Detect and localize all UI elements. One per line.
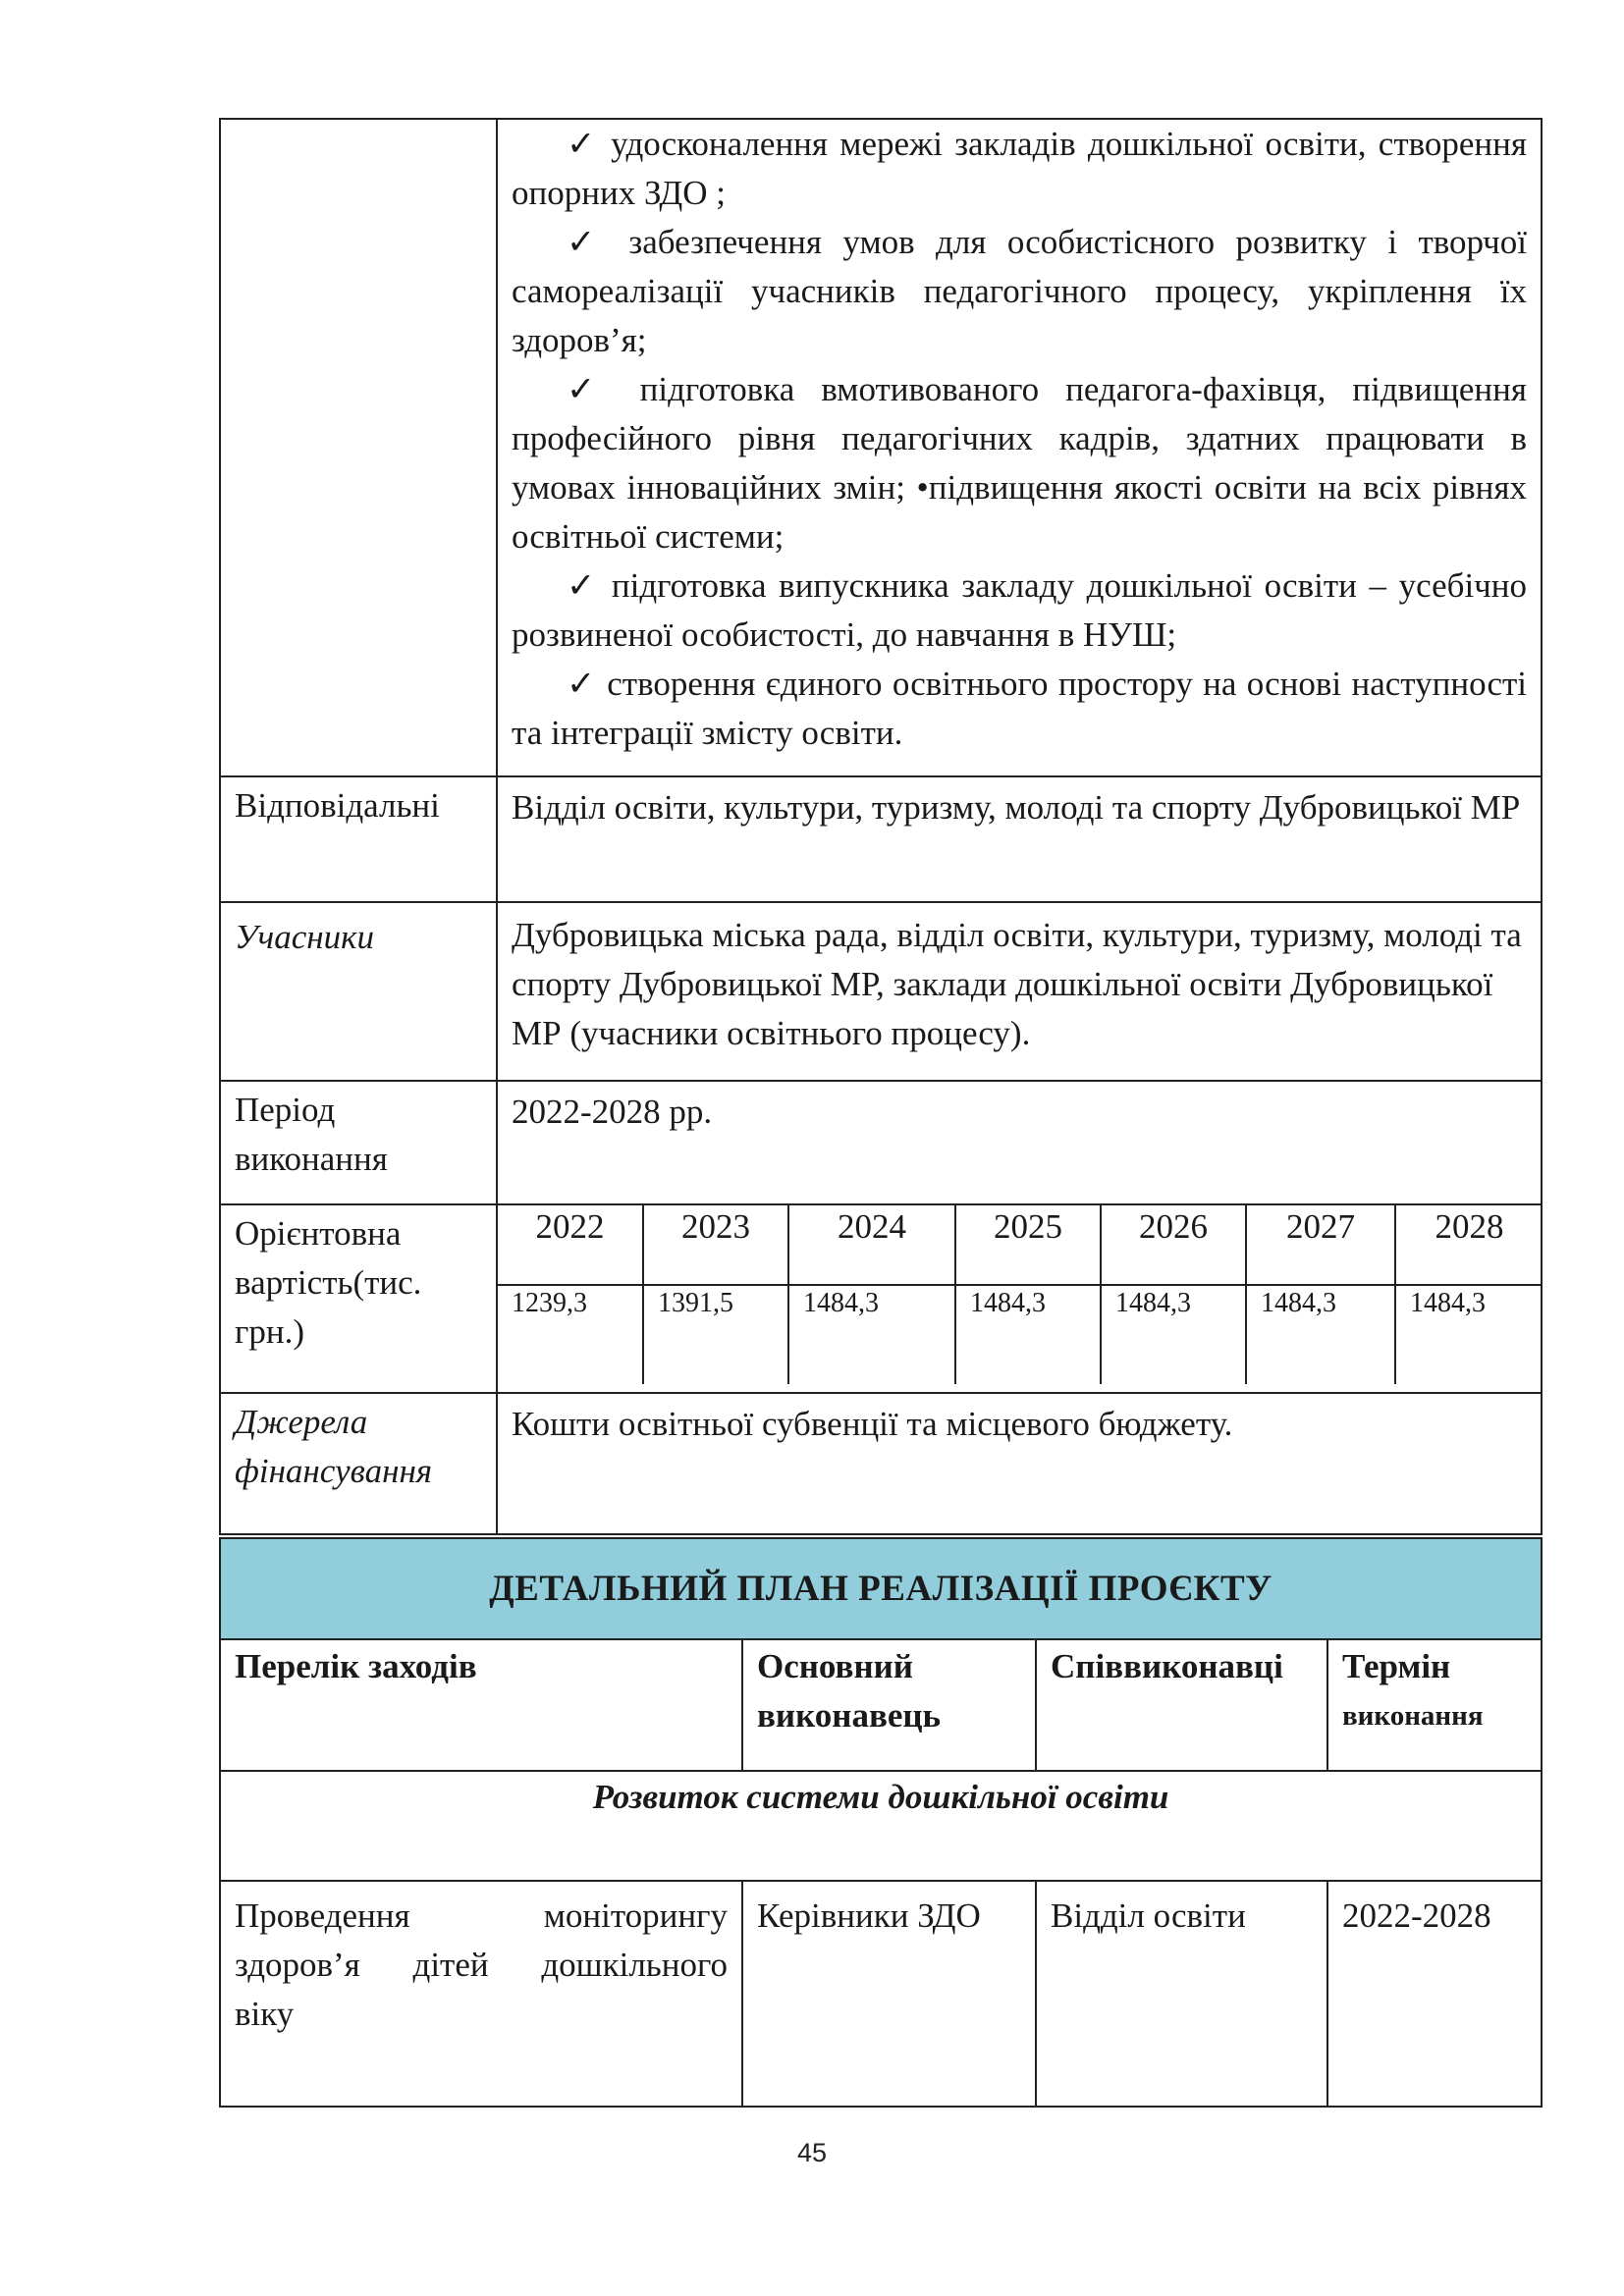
cost-breakdown-cell — [497, 1204, 1542, 1393]
plan-row-term: 2022-2028 — [1327, 1881, 1542, 2107]
cost-year: 2024 — [788, 1205, 955, 1285]
participants-label: Учасники — [220, 902, 497, 1081]
period-row — [220, 1081, 1542, 1204]
header-line: Основний — [757, 1647, 913, 1685]
cost-year: 2028 — [1395, 1205, 1543, 1285]
responsible-row — [220, 776, 1542, 902]
funding-label-line: фінансування — [235, 1452, 433, 1490]
header-line: виконання — [1342, 1700, 1484, 1732]
cost-amounts-row — [498, 1285, 1543, 1384]
measure-line: здоров’я дітей дошкільного — [235, 1946, 728, 1984]
goal-item: ✓ створення єдиного освітнього простору на основі наступності та інтеграції змісту освіти. — [512, 665, 1527, 752]
goal-item: ✓ підготовка випускника закладу дошкільної освіти – усебічно розвиненої особистості, до навчання в НУШ; — [512, 566, 1527, 654]
goals-cell — [497, 119, 1542, 776]
cost-amount: 1484,3 — [1395, 1285, 1543, 1384]
plan-title-row — [220, 1538, 1542, 1639]
cost-label-line: грн.) — [235, 1312, 304, 1351]
header-measures: Перелік заходів — [220, 1639, 742, 1771]
cost-row — [220, 1204, 1542, 1393]
page-number: 45 — [796, 2138, 828, 2167]
plan-header-row — [220, 1639, 1542, 1771]
plan-row-measure — [220, 1881, 742, 2107]
cost-amount: 1484,3 — [1246, 1285, 1395, 1384]
measure-line: віку — [235, 1995, 295, 2033]
header-term — [1327, 1639, 1542, 1771]
implementation-plan-table — [219, 1537, 1543, 2108]
period-label — [220, 1081, 497, 1204]
plan-section-row — [220, 1771, 1542, 1881]
funding-label-line: Джерела — [235, 1403, 368, 1441]
responsible-label: Відповідальні — [220, 776, 497, 902]
measure-line: Проведення моніторингу — [235, 1896, 728, 1935]
cost-amount: 1484,3 — [955, 1285, 1101, 1384]
cost-year: 2022 — [498, 1205, 643, 1285]
period-value: 2022-2028 рр. — [497, 1081, 1542, 1204]
cost-year: 2027 — [1246, 1205, 1395, 1285]
cost-by-year-table — [498, 1205, 1543, 1384]
header-line: Термін — [1342, 1647, 1451, 1685]
header-main-executor — [742, 1639, 1036, 1771]
participants-row — [220, 902, 1542, 1081]
funding-value: Кошти освітньої субвенції та місцевого бюджету. — [497, 1393, 1542, 1534]
cost-label-line: вартість(тис. — [235, 1263, 422, 1302]
header-coexecutors: Співвиконавці — [1036, 1639, 1327, 1771]
cost-year: 2025 — [955, 1205, 1101, 1285]
responsible-value: Відділ освіти, культури, туризму, молоді та спорту Дубровицької МР — [497, 776, 1542, 902]
plan-title: ДЕТАЛЬНИЙ ПЛАН РЕАЛІЗАЦІЇ ПРОЄКТУ — [220, 1538, 1542, 1639]
cost-years-row — [498, 1205, 1543, 1285]
participants-value: Дубровицька міська рада, відділ освіти, культури, туризму, молоді та спорту Дубровицької МР, заклади дошкільної освіти Дубровицької МР (учасники освітнього процесу). — [497, 902, 1542, 1081]
goals-label-cell — [220, 119, 497, 776]
header-line: виконавець — [757, 1696, 942, 1735]
cost-amount: 1484,3 — [1101, 1285, 1246, 1384]
cost-year: 2023 — [643, 1205, 788, 1285]
funding-row — [220, 1393, 1542, 1534]
plan-section-title: Розвиток системи дошкільної освіти — [220, 1771, 1542, 1881]
project-info-table — [219, 118, 1543, 1535]
plan-row-coexecutor: Відділ освіти — [1036, 1881, 1327, 2107]
cost-amount: 1239,3 — [498, 1285, 643, 1384]
cost-amount: 1391,5 — [643, 1285, 788, 1384]
cost-label — [220, 1204, 497, 1393]
cost-year: 2026 — [1101, 1205, 1246, 1285]
plan-row — [220, 1881, 1542, 2107]
cost-label-line: Орієнтовна — [235, 1214, 402, 1253]
goals-row — [220, 119, 1542, 776]
funding-label — [220, 1393, 497, 1534]
goal-item: ✓ удосконалення мережі закладів дошкільної освіти, створення опорних ЗДО ; — [512, 125, 1527, 212]
plan-row-executor: Керівники ЗДО — [742, 1881, 1036, 2107]
goal-item: ✓ підготовка вмотивованого педагога-фахівця, підвищення професійного рівня педагогічних кадрів, здатних працювати в умовах інноваційних змін; •підвищення якості освіти на всіх рівнях освітньої системи; — [512, 370, 1527, 556]
period-label-line: Період — [235, 1091, 336, 1129]
cost-amount: 1484,3 — [788, 1285, 955, 1384]
period-label-line: виконання — [235, 1140, 388, 1178]
goal-item: ✓ забезпечення умов для особистісного розвитку і творчої самореалізації учасників педагогічного процесу, укріплення їх здоров’я; — [512, 223, 1527, 359]
